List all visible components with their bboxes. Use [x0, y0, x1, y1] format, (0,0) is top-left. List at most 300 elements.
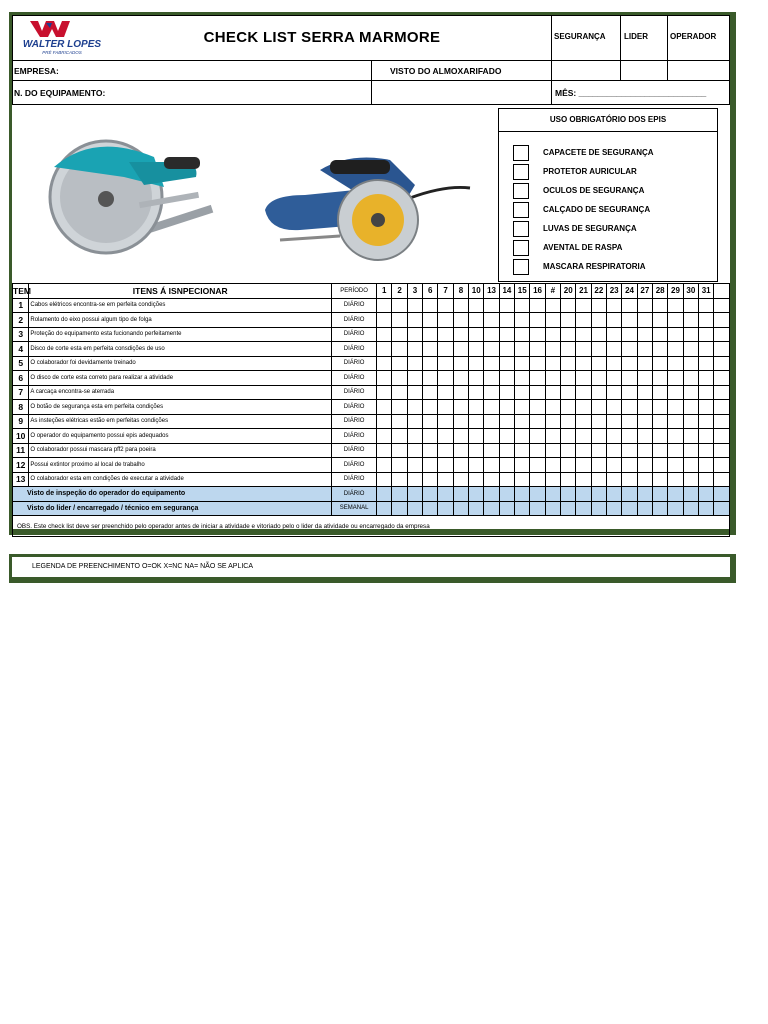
day-check-cell[interactable] [499, 342, 514, 357]
signature-cell[interactable] [438, 487, 453, 502]
day-check-cell[interactable] [668, 414, 683, 429]
day-check-cell[interactable] [714, 400, 730, 415]
day-check-cell[interactable] [392, 371, 407, 386]
day-check-cell[interactable] [607, 472, 622, 487]
day-check-cell[interactable] [499, 458, 514, 473]
day-check-cell[interactable] [637, 298, 652, 313]
day-check-cell[interactable] [622, 385, 637, 400]
signature-cell[interactable] [469, 487, 484, 502]
signature-cell[interactable] [469, 501, 484, 516]
day-check-cell[interactable] [699, 356, 714, 371]
day-check-cell[interactable] [714, 414, 730, 429]
day-check-cell[interactable] [423, 313, 438, 328]
day-check-cell[interactable] [622, 298, 637, 313]
day-check-cell[interactable] [545, 400, 560, 415]
day-check-cell[interactable] [515, 327, 530, 342]
day-check-cell[interactable] [637, 458, 652, 473]
day-check-cell[interactable] [545, 356, 560, 371]
signature-cell[interactable] [653, 487, 668, 502]
day-check-cell[interactable] [377, 429, 392, 444]
day-check-cell[interactable] [607, 371, 622, 386]
day-check-cell[interactable] [576, 327, 591, 342]
day-check-cell[interactable] [423, 472, 438, 487]
day-check-cell[interactable] [699, 298, 714, 313]
day-check-cell[interactable] [515, 400, 530, 415]
day-check-cell[interactable] [545, 472, 560, 487]
day-check-cell[interactable] [515, 443, 530, 458]
day-check-cell[interactable] [438, 472, 453, 487]
day-check-cell[interactable] [392, 400, 407, 415]
signature-cell[interactable] [637, 487, 652, 502]
day-check-cell[interactable] [607, 443, 622, 458]
day-check-cell[interactable] [607, 414, 622, 429]
day-check-cell[interactable] [653, 356, 668, 371]
day-check-cell[interactable] [699, 414, 714, 429]
day-check-cell[interactable] [591, 356, 606, 371]
epi-item[interactable]: LUVAS DE SEGURANÇA [513, 221, 637, 237]
day-check-cell[interactable] [714, 327, 730, 342]
day-check-cell[interactable] [561, 342, 576, 357]
signature-cell[interactable] [545, 487, 560, 502]
day-check-cell[interactable] [438, 443, 453, 458]
day-check-cell[interactable] [668, 356, 683, 371]
day-check-cell[interactable] [438, 298, 453, 313]
day-check-cell[interactable] [561, 458, 576, 473]
day-check-cell[interactable] [622, 371, 637, 386]
day-check-cell[interactable] [484, 458, 499, 473]
day-check-cell[interactable] [515, 342, 530, 357]
day-check-cell[interactable] [668, 298, 683, 313]
day-check-cell[interactable] [545, 342, 560, 357]
epi-item[interactable]: AVENTAL DE RASPA [513, 240, 622, 256]
day-check-cell[interactable] [699, 429, 714, 444]
day-check-cell[interactable] [392, 429, 407, 444]
signature-cell[interactable] [423, 487, 438, 502]
day-check-cell[interactable] [499, 400, 514, 415]
day-check-cell[interactable] [591, 385, 606, 400]
day-check-cell[interactable] [407, 342, 422, 357]
day-check-cell[interactable] [545, 298, 560, 313]
day-check-cell[interactable] [591, 429, 606, 444]
day-check-cell[interactable] [423, 429, 438, 444]
signature-cell[interactable] [453, 487, 468, 502]
day-check-cell[interactable] [622, 313, 637, 328]
day-check-cell[interactable] [607, 342, 622, 357]
day-check-cell[interactable] [377, 342, 392, 357]
day-check-cell[interactable] [484, 327, 499, 342]
day-check-cell[interactable] [407, 443, 422, 458]
day-check-cell[interactable] [484, 472, 499, 487]
day-check-cell[interactable] [637, 385, 652, 400]
day-check-cell[interactable] [637, 414, 652, 429]
day-check-cell[interactable] [561, 472, 576, 487]
day-check-cell[interactable] [591, 313, 606, 328]
day-check-cell[interactable] [530, 472, 545, 487]
day-check-cell[interactable] [683, 400, 698, 415]
signature-cell[interactable] [423, 501, 438, 516]
day-check-cell[interactable] [576, 458, 591, 473]
day-check-cell[interactable] [377, 298, 392, 313]
day-check-cell[interactable] [392, 356, 407, 371]
day-check-cell[interactable] [576, 400, 591, 415]
epi-checkbox[interactable] [513, 240, 529, 256]
day-check-cell[interactable] [499, 385, 514, 400]
day-check-cell[interactable] [683, 385, 698, 400]
day-check-cell[interactable] [576, 385, 591, 400]
day-check-cell[interactable] [699, 313, 714, 328]
day-check-cell[interactable] [622, 327, 637, 342]
day-check-cell[interactable] [484, 414, 499, 429]
day-check-cell[interactable] [591, 443, 606, 458]
day-check-cell[interactable] [561, 371, 576, 386]
day-check-cell[interactable] [607, 429, 622, 444]
day-check-cell[interactable] [515, 414, 530, 429]
day-check-cell[interactable] [576, 414, 591, 429]
day-check-cell[interactable] [591, 472, 606, 487]
day-check-cell[interactable] [469, 356, 484, 371]
day-check-cell[interactable] [499, 472, 514, 487]
day-check-cell[interactable] [515, 298, 530, 313]
signature-cell[interactable] [622, 501, 637, 516]
day-check-cell[interactable] [469, 327, 484, 342]
day-check-cell[interactable] [530, 400, 545, 415]
day-check-cell[interactable] [469, 414, 484, 429]
day-check-cell[interactable] [683, 472, 698, 487]
day-check-cell[interactable] [407, 429, 422, 444]
signature-cell[interactable] [576, 487, 591, 502]
day-check-cell[interactable] [668, 313, 683, 328]
signature-cell[interactable] [683, 487, 698, 502]
signature-cell[interactable] [515, 487, 530, 502]
day-check-cell[interactable] [469, 458, 484, 473]
day-check-cell[interactable] [561, 356, 576, 371]
signature-cell[interactable] [714, 501, 730, 516]
day-check-cell[interactable] [453, 414, 468, 429]
day-check-cell[interactable] [469, 443, 484, 458]
day-check-cell[interactable] [438, 385, 453, 400]
day-check-cell[interactable] [668, 327, 683, 342]
day-check-cell[interactable] [392, 298, 407, 313]
day-check-cell[interactable] [392, 342, 407, 357]
day-check-cell[interactable] [407, 385, 422, 400]
day-check-cell[interactable] [637, 313, 652, 328]
day-check-cell[interactable] [699, 385, 714, 400]
day-check-cell[interactable] [683, 414, 698, 429]
epi-item[interactable]: OCULOS DE SEGURANÇA [513, 183, 644, 199]
lider-sign-cell[interactable] [620, 60, 668, 81]
day-check-cell[interactable] [545, 458, 560, 473]
day-check-cell[interactable] [561, 429, 576, 444]
day-check-cell[interactable] [699, 400, 714, 415]
signature-cell[interactable] [392, 487, 407, 502]
day-check-cell[interactable] [499, 414, 514, 429]
day-check-cell[interactable] [622, 429, 637, 444]
day-check-cell[interactable] [699, 443, 714, 458]
day-check-cell[interactable] [653, 327, 668, 342]
day-check-cell[interactable] [622, 356, 637, 371]
epi-item[interactable]: MASCARA RESPIRATORIA [513, 259, 646, 275]
day-check-cell[interactable] [453, 472, 468, 487]
day-check-cell[interactable] [607, 385, 622, 400]
day-check-cell[interactable] [561, 313, 576, 328]
day-check-cell[interactable] [515, 458, 530, 473]
day-check-cell[interactable] [530, 298, 545, 313]
day-check-cell[interactable] [668, 385, 683, 400]
day-check-cell[interactable] [377, 356, 392, 371]
day-check-cell[interactable] [499, 429, 514, 444]
day-check-cell[interactable] [484, 298, 499, 313]
day-check-cell[interactable] [484, 313, 499, 328]
day-check-cell[interactable] [392, 414, 407, 429]
day-check-cell[interactable] [499, 356, 514, 371]
seguranca-sign-cell[interactable] [551, 60, 621, 81]
day-check-cell[interactable] [653, 313, 668, 328]
day-check-cell[interactable] [377, 458, 392, 473]
day-check-cell[interactable] [653, 443, 668, 458]
day-check-cell[interactable] [714, 356, 730, 371]
signature-cell[interactable] [438, 501, 453, 516]
day-check-cell[interactable] [438, 371, 453, 386]
epi-checkbox[interactable] [513, 164, 529, 180]
day-check-cell[interactable] [699, 327, 714, 342]
day-check-cell[interactable] [637, 443, 652, 458]
day-check-cell[interactable] [484, 385, 499, 400]
day-check-cell[interactable] [714, 371, 730, 386]
day-check-cell[interactable] [545, 371, 560, 386]
day-check-cell[interactable] [484, 443, 499, 458]
signature-cell[interactable] [591, 501, 606, 516]
day-check-cell[interactable] [453, 298, 468, 313]
day-check-cell[interactable] [392, 313, 407, 328]
signature-cell[interactable] [653, 501, 668, 516]
day-check-cell[interactable] [714, 298, 730, 313]
day-check-cell[interactable] [545, 443, 560, 458]
day-check-cell[interactable] [637, 342, 652, 357]
day-check-cell[interactable] [438, 414, 453, 429]
day-check-cell[interactable] [438, 356, 453, 371]
epi-checkbox[interactable] [513, 221, 529, 237]
day-check-cell[interactable] [515, 371, 530, 386]
day-check-cell[interactable] [438, 400, 453, 415]
day-check-cell[interactable] [714, 458, 730, 473]
epi-checkbox[interactable] [513, 145, 529, 161]
mes-field[interactable]: MÊS: ___________________________ [551, 80, 730, 105]
day-check-cell[interactable] [530, 443, 545, 458]
day-check-cell[interactable] [622, 472, 637, 487]
signature-cell[interactable] [699, 501, 714, 516]
signature-cell[interactable] [591, 487, 606, 502]
day-check-cell[interactable] [469, 371, 484, 386]
epi-checkbox[interactable] [513, 183, 529, 199]
day-check-cell[interactable] [499, 371, 514, 386]
day-check-cell[interactable] [530, 342, 545, 357]
day-check-cell[interactable] [377, 414, 392, 429]
day-check-cell[interactable] [576, 472, 591, 487]
signature-cell[interactable] [499, 487, 514, 502]
day-check-cell[interactable] [407, 414, 422, 429]
day-check-cell[interactable] [469, 472, 484, 487]
day-check-cell[interactable] [591, 371, 606, 386]
day-check-cell[interactable] [699, 458, 714, 473]
signature-cell[interactable] [576, 501, 591, 516]
epi-checkbox[interactable] [513, 202, 529, 218]
day-check-cell[interactable] [668, 443, 683, 458]
day-check-cell[interactable] [392, 385, 407, 400]
day-check-cell[interactable] [576, 371, 591, 386]
epi-checkbox[interactable] [513, 259, 529, 275]
day-check-cell[interactable] [407, 458, 422, 473]
day-check-cell[interactable] [499, 298, 514, 313]
signature-cell[interactable] [668, 487, 683, 502]
day-check-cell[interactable] [591, 414, 606, 429]
day-check-cell[interactable] [683, 342, 698, 357]
epi-item[interactable]: PROTETOR AURICULAR [513, 164, 637, 180]
day-check-cell[interactable] [714, 443, 730, 458]
day-check-cell[interactable] [530, 429, 545, 444]
day-check-cell[interactable] [530, 385, 545, 400]
day-check-cell[interactable] [469, 385, 484, 400]
day-check-cell[interactable] [714, 342, 730, 357]
day-check-cell[interactable] [515, 385, 530, 400]
day-check-cell[interactable] [438, 458, 453, 473]
signature-cell[interactable] [484, 501, 499, 516]
day-check-cell[interactable] [668, 429, 683, 444]
day-check-cell[interactable] [469, 298, 484, 313]
day-check-cell[interactable] [653, 429, 668, 444]
day-check-cell[interactable] [607, 356, 622, 371]
day-check-cell[interactable] [423, 342, 438, 357]
day-check-cell[interactable] [591, 458, 606, 473]
day-check-cell[interactable] [607, 400, 622, 415]
signature-cell[interactable] [622, 487, 637, 502]
day-check-cell[interactable] [653, 400, 668, 415]
day-check-cell[interactable] [515, 472, 530, 487]
day-check-cell[interactable] [377, 371, 392, 386]
day-check-cell[interactable] [545, 327, 560, 342]
day-check-cell[interactable] [438, 313, 453, 328]
day-check-cell[interactable] [453, 429, 468, 444]
day-check-cell[interactable] [714, 429, 730, 444]
day-check-cell[interactable] [423, 443, 438, 458]
day-check-cell[interactable] [545, 414, 560, 429]
day-check-cell[interactable] [576, 429, 591, 444]
day-check-cell[interactable] [576, 443, 591, 458]
signature-cell[interactable] [453, 501, 468, 516]
day-check-cell[interactable] [653, 298, 668, 313]
day-check-cell[interactable] [515, 356, 530, 371]
day-check-cell[interactable] [668, 400, 683, 415]
signature-cell[interactable] [637, 501, 652, 516]
day-check-cell[interactable] [407, 356, 422, 371]
day-check-cell[interactable] [423, 356, 438, 371]
day-check-cell[interactable] [530, 313, 545, 328]
signature-cell[interactable] [530, 501, 545, 516]
visto-almoxarifado-cell[interactable] [371, 80, 552, 105]
day-check-cell[interactable] [469, 313, 484, 328]
empresa-field[interactable]: EMPRESA: [12, 60, 372, 81]
day-check-cell[interactable] [699, 472, 714, 487]
day-check-cell[interactable] [407, 298, 422, 313]
day-check-cell[interactable] [438, 429, 453, 444]
signature-cell[interactable] [683, 501, 698, 516]
day-check-cell[interactable] [653, 371, 668, 386]
signature-cell[interactable] [515, 501, 530, 516]
signature-cell[interactable] [392, 501, 407, 516]
day-check-cell[interactable] [576, 356, 591, 371]
day-check-cell[interactable] [622, 443, 637, 458]
day-check-cell[interactable] [484, 371, 499, 386]
day-check-cell[interactable] [423, 400, 438, 415]
day-check-cell[interactable] [392, 327, 407, 342]
day-check-cell[interactable] [668, 371, 683, 386]
day-check-cell[interactable] [591, 298, 606, 313]
day-check-cell[interactable] [499, 327, 514, 342]
day-check-cell[interactable] [591, 342, 606, 357]
day-check-cell[interactable] [423, 414, 438, 429]
day-check-cell[interactable] [576, 298, 591, 313]
signature-cell[interactable] [561, 487, 576, 502]
day-check-cell[interactable] [622, 400, 637, 415]
day-check-cell[interactable] [499, 313, 514, 328]
day-check-cell[interactable] [469, 342, 484, 357]
day-check-cell[interactable] [668, 342, 683, 357]
day-check-cell[interactable] [499, 443, 514, 458]
day-check-cell[interactable] [453, 313, 468, 328]
day-check-cell[interactable] [377, 443, 392, 458]
day-check-cell[interactable] [668, 458, 683, 473]
signature-cell[interactable] [499, 501, 514, 516]
signature-cell[interactable] [407, 501, 422, 516]
day-check-cell[interactable] [423, 327, 438, 342]
day-check-cell[interactable] [484, 342, 499, 357]
signature-cell[interactable] [668, 501, 683, 516]
day-check-cell[interactable] [561, 385, 576, 400]
day-check-cell[interactable] [622, 342, 637, 357]
day-check-cell[interactable] [407, 371, 422, 386]
day-check-cell[interactable] [530, 356, 545, 371]
day-check-cell[interactable] [653, 472, 668, 487]
signature-cell[interactable] [484, 487, 499, 502]
day-check-cell[interactable] [637, 429, 652, 444]
day-check-cell[interactable] [545, 385, 560, 400]
day-check-cell[interactable] [377, 472, 392, 487]
day-check-cell[interactable] [607, 327, 622, 342]
day-check-cell[interactable] [683, 458, 698, 473]
day-check-cell[interactable] [576, 313, 591, 328]
day-check-cell[interactable] [407, 400, 422, 415]
day-check-cell[interactable] [591, 400, 606, 415]
day-check-cell[interactable] [484, 400, 499, 415]
day-check-cell[interactable] [683, 298, 698, 313]
day-check-cell[interactable] [637, 356, 652, 371]
day-check-cell[interactable] [622, 458, 637, 473]
day-check-cell[interactable] [453, 342, 468, 357]
day-check-cell[interactable] [561, 298, 576, 313]
day-check-cell[interactable] [392, 458, 407, 473]
signature-cell[interactable] [545, 501, 560, 516]
day-check-cell[interactable] [453, 443, 468, 458]
day-check-cell[interactable] [377, 400, 392, 415]
day-check-cell[interactable] [683, 371, 698, 386]
day-check-cell[interactable] [637, 472, 652, 487]
day-check-cell[interactable] [453, 400, 468, 415]
day-check-cell[interactable] [653, 342, 668, 357]
day-check-cell[interactable] [653, 458, 668, 473]
day-check-cell[interactable] [484, 356, 499, 371]
day-check-cell[interactable] [530, 371, 545, 386]
day-check-cell[interactable] [653, 414, 668, 429]
day-check-cell[interactable] [545, 429, 560, 444]
